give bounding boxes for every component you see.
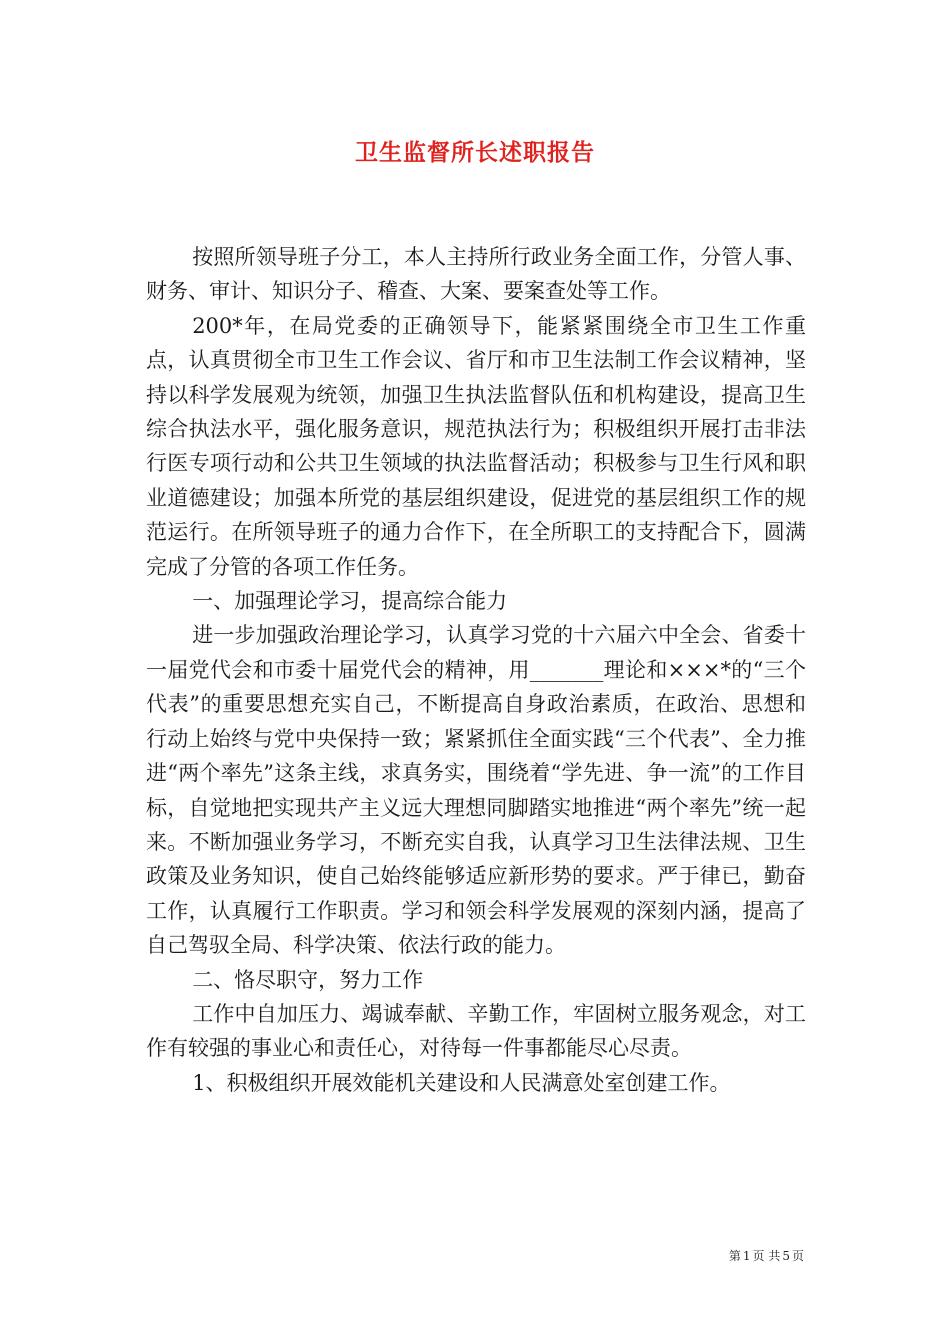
paragraph-work-attitude: 工作中自加压力、竭诚奉献、辛勤工作，牢固树立服务观念，对工作有较强的事业心和责任心，对待每一件事都能尽心尽责。 bbox=[146, 1001, 806, 1061]
footer-prefix: 第 bbox=[728, 1249, 741, 1263]
footer-total-pages: 5 bbox=[782, 1249, 790, 1263]
footer-suffix: 页 bbox=[791, 1249, 804, 1263]
document-body bbox=[146, 240, 806, 1100]
document-title: 卫生监督所长述职报告 bbox=[355, 139, 595, 166]
list-item-1: 1、积极组织开展效能机关建设和人民满意处室创建工作。 bbox=[192, 1070, 731, 1095]
section-heading-2: 二、恪尽职守，努力工作 bbox=[192, 967, 424, 992]
paragraph-intro: 按照所领导班子分工，本人主持所行政业务全面工作，分管人事、财务、审计、知识分子、稽查、大案、要案查处等工作。 bbox=[146, 245, 806, 304]
paragraph-theory-study: 进一步加强政治理论学习，认真学习党的十六届六中全会、省委十一届党代会和市委十届党代会的精神，用_______理论和×××*的“三个代表”的重要思想充实自己，不断提高自身政治素质，在政治、思想和行动上始终与党中央保持一致；紧紧抓住全面实践“三个代表”、全力推进“两个率先”这条主线，求真务实，围绕着“学先进、争一流”的工作目标，自觉地把实现共产主义远大理想同脚踏实地推进“两个率先”统一起来。不断加强业务学习，不断充实自我，认真学习卫生法律法规、卫生政策及业务知识，使自己始终能够适应新形势的要求。严于律已，勤奋工作，认真履行工作职责。学习和领会科学发展观的深刻内涵，提高了自己驾驭全局、科学决策、依法行政的能力。 bbox=[146, 623, 806, 958]
page-footer bbox=[728, 1247, 805, 1264]
footer-middle: 页 共 bbox=[752, 1249, 781, 1263]
paragraph-overview: 200*年，在局党委的正确领导下，能紧紧围绕全市卫生工作重点，认真贯彻全市卫生工作会议、省厅和市卫生法制工作会议精神，坚持以科学发展观为统领，加强卫生执法监督队伍和机构建设，提高卫生综合执法水平，强化服务意识，规范执法行为；积极组织开展打击非法行医专项行动和公共卫生领域的执法监督活动；积极参与卫生行风和职业道德建设；加强本所党的基层组织建设，促进党的基层组织工作的规范运行。在所领导班子的通力合作下，在全所职工的支持配合下，圆满完成了分管的各项工作任务。 bbox=[146, 313, 806, 579]
section-heading-1: 一、加强理论学习，提高综合能力 bbox=[192, 589, 508, 614]
footer-current-page: 1 bbox=[742, 1249, 751, 1263]
